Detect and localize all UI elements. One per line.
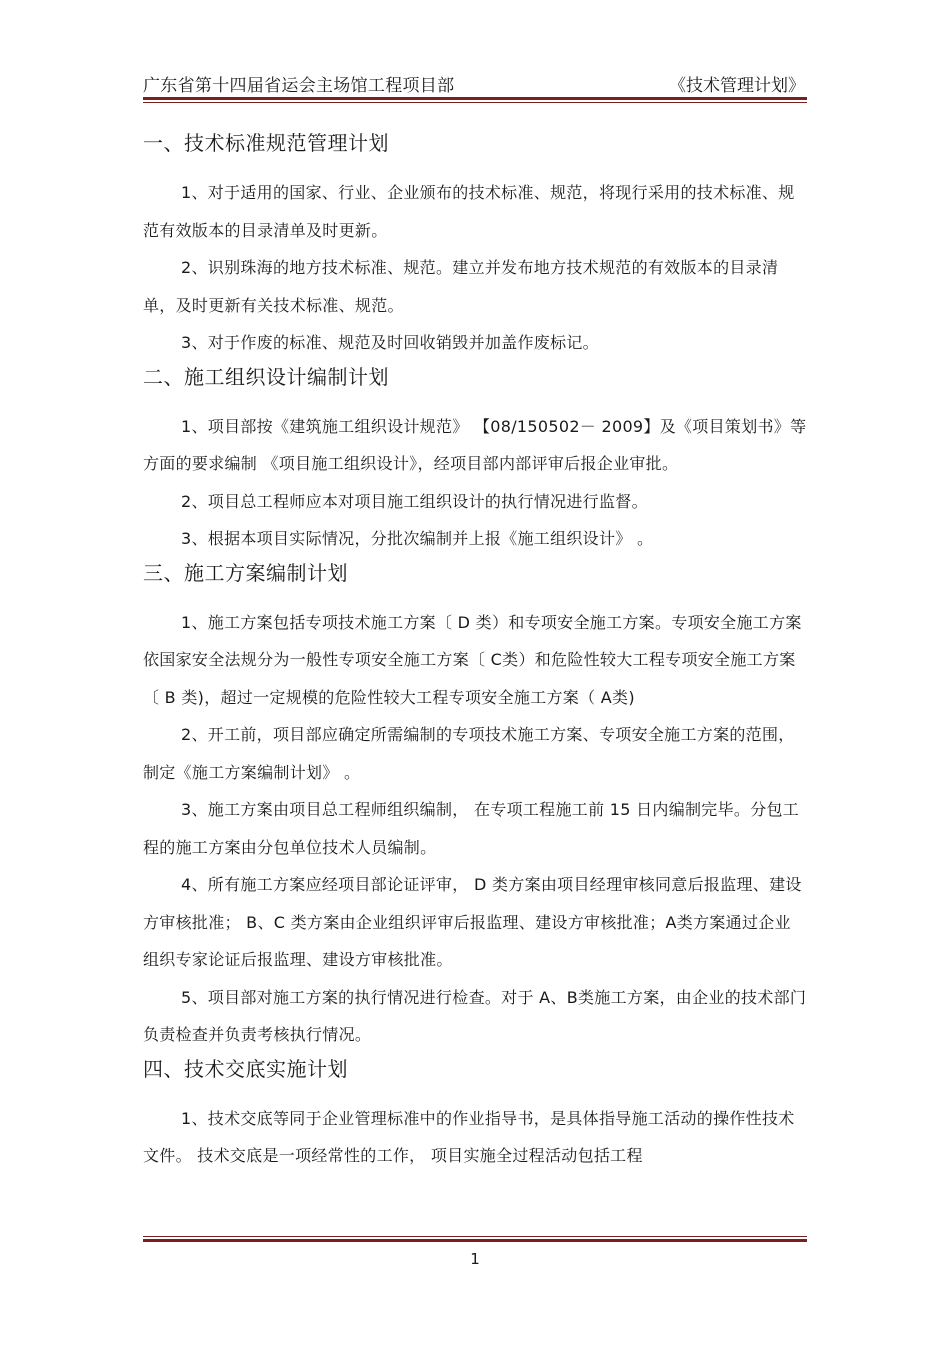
paragraph: 1、技术交底等同于企业管理标准中的作业指导书，是具体指导施工活动的操作性技术文件。 技术交底是一项经常性的工作， 项目实施全过程活动包括工程 bbox=[143, 1108, 795, 1165]
paragraph: 3、对于作废的标准、规范及时回收销毁并加盖作废标记。 bbox=[181, 333, 599, 352]
paragraph: 1、项目部按《建筑施工组织设计规范》 【08/150502－ 2009】及《项目策划书》等方面的要求编制 《项目施工组织设计》，经项目部内部评审后报企业审批。 bbox=[143, 416, 807, 473]
paragraph: 2、项目总工程师应本对项目施工组织设计的执行情况进行监督。 bbox=[181, 491, 648, 511]
paragraph: 2、开工前，项目部应确定所需编制的专项技术施工方案、专项安全施工方案的范围，制定《施工方案编制计划》 。 bbox=[143, 725, 795, 782]
paragraph: 3、根据本项目实际情况，分批次编制并上报《施工组织设计》 。 bbox=[181, 529, 654, 548]
footer-rule-thick bbox=[143, 1239, 807, 1242]
paragraph: 1、对于适用的国家、行业、企业颁布的技术标准、规范，将现行采用的技术标准、规范有效版本的目录清单及时更新。 bbox=[143, 183, 795, 240]
section-title-standards: 一、技术标准规范管理计划 bbox=[143, 131, 389, 155]
section-title-technical-briefing: 四、技术交底实施计划 bbox=[143, 1056, 348, 1081]
paragraph: 1、施工方案包括专项技术施工方案〔 D 类）和专项安全施工方案。专项安全施工方案依国家安全法规分为一般性专项安全施工方案〔 C类）和危险性较大工程专项安全施工方案〔 B 类)，超过一定规模的危险性较大工程专项安全施工方案（ A类) bbox=[143, 612, 802, 707]
header-project-name: 广东省第十四届省运会主场馆工程项目部 bbox=[143, 76, 455, 96]
header-rule-thin bbox=[143, 102, 807, 103]
paragraph: 4、所有施工方案应经项目部论证评审， D 类方案由项目经理审核同意后报监理、建设方审核批准； B、C 类方案由企业组织评审后报监理、建设方审核批准；A类方案通过企业组织专家论证后报监理、建设方审核批准。 bbox=[143, 875, 802, 969]
header-document-title: 《技术管理计划》 bbox=[669, 76, 805, 96]
page-number: 1 bbox=[470, 1250, 480, 1268]
paragraph: 5、项目部对施工方案的执行情况进行检查。对于 A、B类施工方案，由企业的技术部门负责检查并负责考核执行情况。 bbox=[143, 987, 807, 1044]
header-rule-thick bbox=[143, 97, 807, 100]
section-title-construction-plan: 三、施工方案编制计划 bbox=[143, 560, 348, 585]
footer-rule-thin bbox=[143, 1236, 807, 1237]
section-title-construction-design: 二、施工组织设计编制计划 bbox=[143, 364, 389, 389]
document-body bbox=[143, 128, 807, 1175]
paragraph: 2、识别珠海的地方技术标准、规范。建立并发布地方技术规范的有效版本的目录清单，及时更新有关技术标准、规范。 bbox=[143, 258, 779, 315]
paragraph: 3、施工方案由项目总工程师组织编制， 在专项工程施工前 15 日内编制完毕。分包工程的施工方案由分包单位技术人员编制。 bbox=[143, 800, 800, 857]
